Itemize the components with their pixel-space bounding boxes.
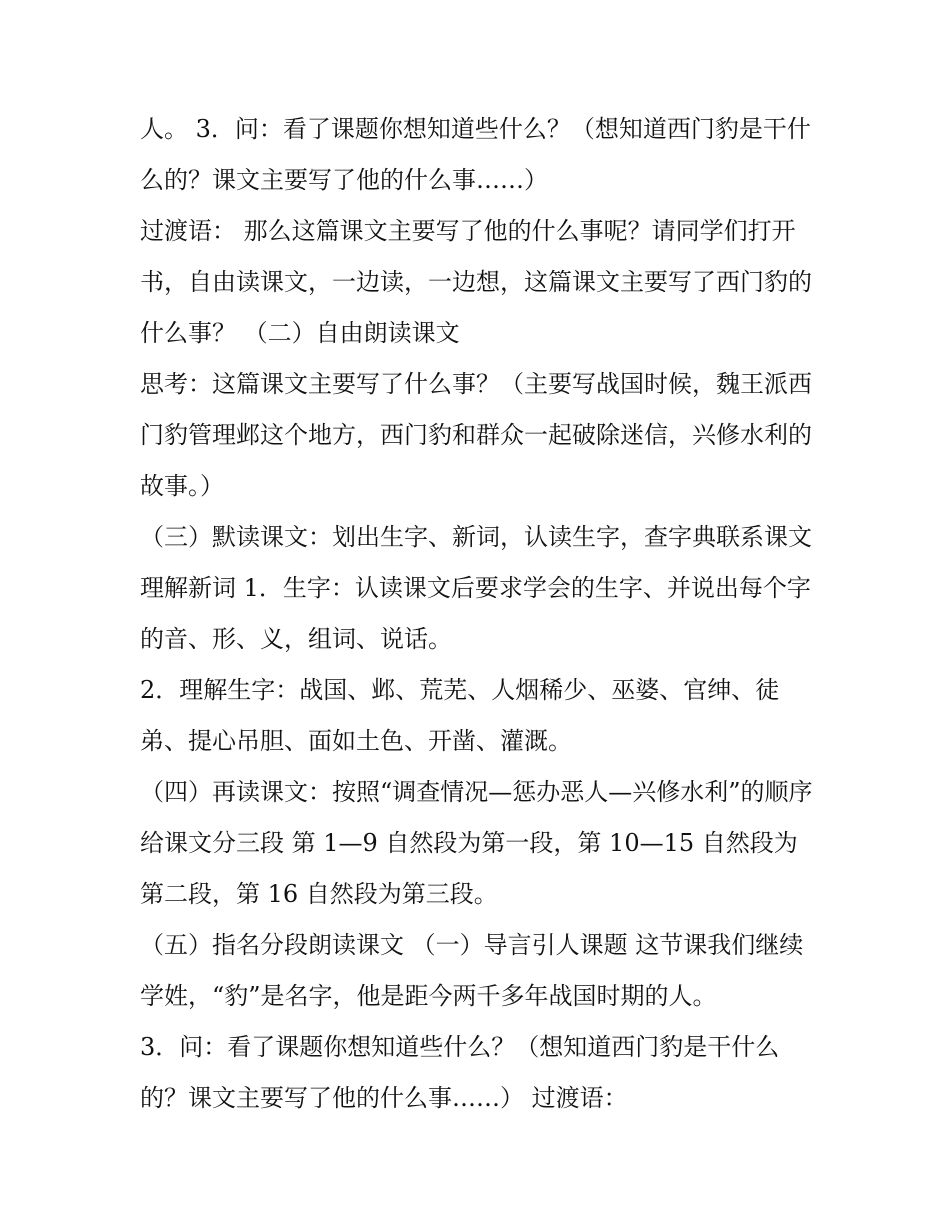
paragraph-1: 人。 3．问：看了课题你想知道些什么？（想知道西门豹是干什么的？课文主要写了他的什么事……） bbox=[140, 115, 811, 194]
paragraph-4: （三）默读课文：划出生字、新词，认读生字，查字典联系课文理解新词 1．生字：认读课文后要求学会的生字、并说出每个字的音、形、义，组词、说话。 bbox=[140, 523, 812, 653]
paragraph-2: 过渡语： 那么这篇课文主要写了他的什么事呢？请同学们打开书，自由读课文，一边读，一边想，这篇课文主要写了西门豹的什么事？ （二）自由朗读课文 bbox=[140, 217, 812, 347]
paragraph-5: 2．理解生字：战国、邺、荒芜、人烟稀少、巫婆、官绅、徒弟、提心吊胆、面如土色、开凿、灌溉。 bbox=[140, 676, 780, 755]
paragraph-3: 思考：这篇课文主要写了什么事？（主要写战国时候，魏王派西门豹管理邺这个地方，西门豹和群众一起破除迷信，兴修水利的故事。） bbox=[140, 370, 812, 500]
paragraph-6: （四）再读课文：按照“调查情况—惩办恶人—兴修水利”的顺序给课文分三段 第 1—9 自然段为第一段，第 10—15 自然段为第二段，第 16 自然段为第三段。 bbox=[140, 778, 813, 908]
paragraph-7: （五）指名分段朗读课文 （一）导言引人课题 这节课我们继续学姓，“豹”是名字，他是距今两千多年战国时期的人。 bbox=[140, 931, 804, 1010]
document-body bbox=[140, 104, 820, 1124]
paragraph-8: 3．问：看了课题你想知道些什么？（想知道西门豹是干什么的？课文主要写了他的什么事……） 过渡语： bbox=[140, 1033, 780, 1112]
